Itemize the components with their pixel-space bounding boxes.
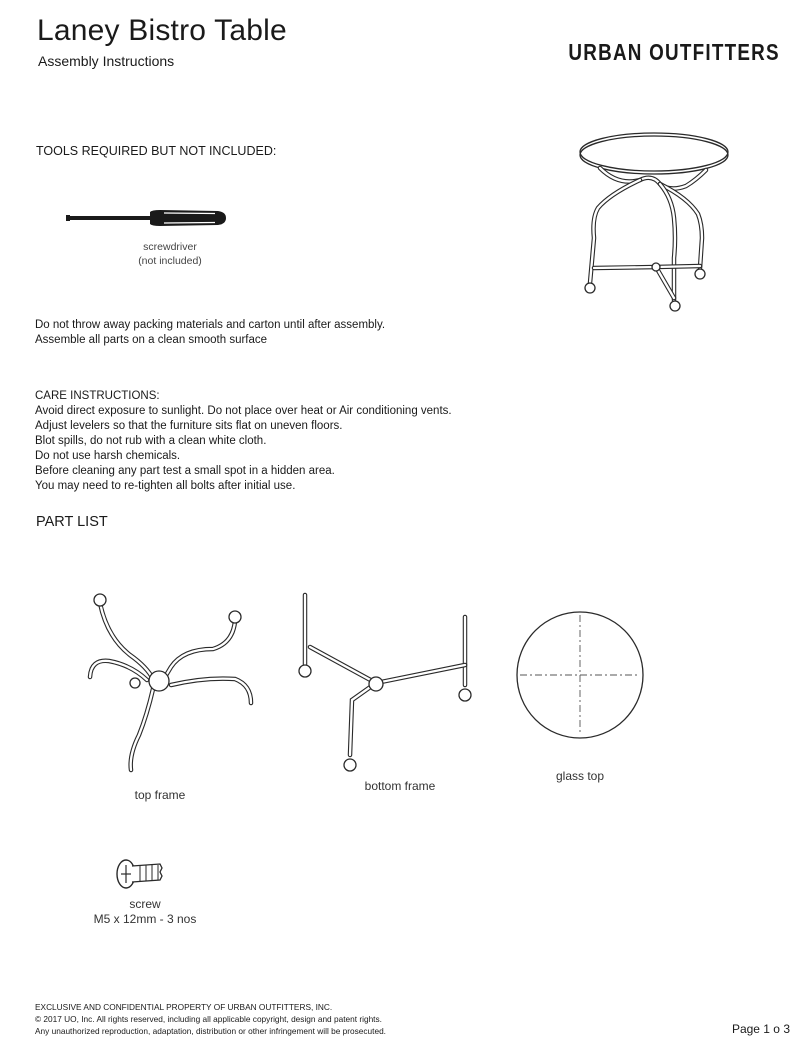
- screwdriver-label-line1: screwdriver: [143, 241, 197, 253]
- care-line: You may need to re-tighten all bolts after initial use.: [35, 480, 296, 492]
- care-line: Blot spills, do not rub with a clean white cloth.: [35, 435, 267, 447]
- care-instructions: [35, 389, 452, 494]
- screw-name: screw: [129, 897, 161, 911]
- assembly-notes: [35, 318, 385, 348]
- screwdriver-illustration: [60, 198, 230, 238]
- care-line: Do not use harsh chemicals.: [35, 450, 181, 462]
- glass-top-illustration: [510, 605, 650, 745]
- screwdriver-label-line2: (not included): [138, 255, 202, 267]
- care-line: Adjust levelers so that the furniture sits flat on uneven floors.: [35, 420, 343, 432]
- bottom-frame-label: bottom frame: [364, 779, 436, 793]
- note-line: Do not throw away packing materials and carton until after assembly.: [35, 319, 386, 331]
- care-line: Avoid direct exposure to sunlight. Do not place over heat or Air conditioning vents.: [35, 405, 452, 417]
- care-line: Before cleaning any part test a small spot in a hidden area.: [35, 465, 335, 477]
- top-frame-illustration: [75, 585, 265, 785]
- screw-illustration: [112, 856, 172, 894]
- footer-line: © 2017 UO, Inc. All rights reserved, including all applicable copyright, design and patent rights.: [35, 1013, 382, 1024]
- care-heading: CARE INSTRUCTIONS:: [35, 390, 160, 402]
- footer-line: Any unauthorized reproduction, adaptation, distribution or other infringement will be prosecuted.: [35, 1025, 386, 1036]
- part-list-heading: PART LIST: [36, 514, 108, 530]
- screw-label: [80, 897, 210, 927]
- note-line: Assemble all parts on a clean smooth surface: [35, 334, 268, 346]
- footer-legal: [35, 1002, 386, 1037]
- brand-logo: URBAN OUTFITTERS: [568, 39, 780, 65]
- footer-line: EXCLUSIVE AND CONFIDENTIAL PROPERTY OF URBAN OUTFITTERS, INC.: [35, 1002, 333, 1012]
- page-subtitle: Assembly Instructions: [38, 53, 175, 69]
- screw-spec: M5 x 12mm - 3 nos: [93, 912, 197, 926]
- page-title: Laney Bistro Table: [37, 14, 287, 47]
- screwdriver-label: [120, 240, 220, 268]
- assembled-table-illustration: [570, 128, 730, 318]
- glass-top-label: glass top: [555, 769, 605, 783]
- top-frame-label: top frame: [134, 788, 186, 802]
- bottom-frame-illustration: [290, 585, 490, 775]
- tools-heading: TOOLS REQUIRED BUT NOT INCLUDED:: [36, 144, 277, 158]
- page-number: Page 1 o 3: [731, 1022, 790, 1036]
